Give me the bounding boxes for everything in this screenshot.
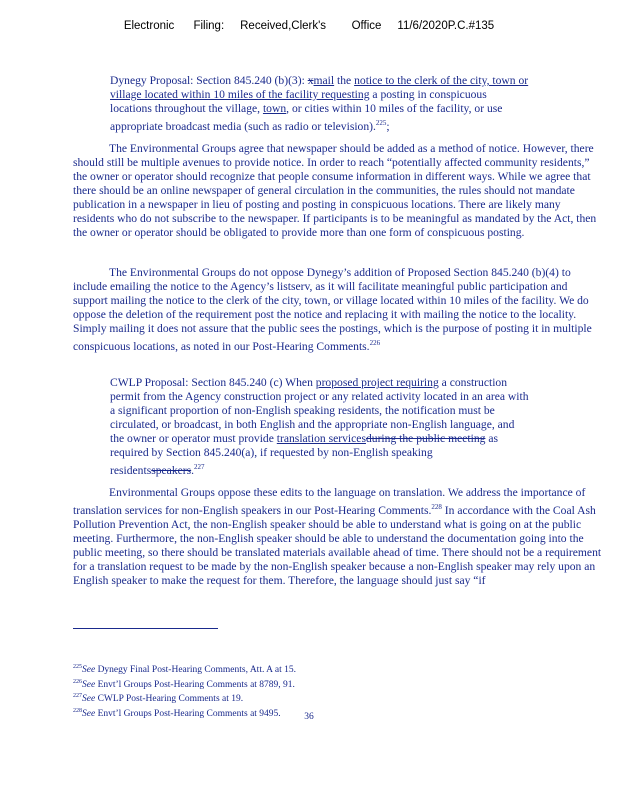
footnote-ref: 227 <box>194 463 205 471</box>
email-listserv-paragraph: The Environmental Groups do not oppose Dynegy’s addition of Proposed Section 845.240 (b)(4) to include emailing the notice to the Agency’s listserv, as it will facilitate meaningful public participation and support mailing the notice to the clerk of the city, town, or village located within 10 miles of the facility. We do oppose the deletion of the requirement post the notice and replacing it with mailing the notice to the locality. Simply mailing it does not assure that the public sees the postings, which is the purpose of posting it in multiple conspicuous locations, as noted in our Post-Hearing Comments.$^{226}$ <box>73 266 592 353</box>
cwlp-proposal-text: CWLP Proposal: Section 845.240 (c) When proposed project requiring a construction permit from the Agency construction project or any related activity located in an area with a significant proportion of non-English speaking residents, the notification must be circulated, or broadcast, in both English and the appropriate non-English language, and the owner or operator must provide translation servicesduring the public meeting as required by Section 845.240(a), if requested by non-English speaking residentsspeakers.$^{227}$ <box>110 376 529 477</box>
footnote-divider <box>73 628 218 629</box>
footnote-ref: 226 <box>369 339 381 347</box>
footnote-226: $^{226}$See Envt’l Groups Post-Hearing Comments at 8789, 91. <box>73 678 295 690</box>
translation-paragraph: Environmental Groups oppose these edits to the language on translation. We address the importance of translation services for non-English speakers in our Post-Hearing Comments.$^{228}$ In accordance with the Coal Ash Pollution Prevention Act, the non-English speaker should be able to understand what is going on at the public meeting. Furthermore, the non-English speaker should be able to understand the documentation going into the public meeting, so there should be translated materials available ahead of time. There should not be a requirement for a translation request to be made by the non-English speaker because a non-English speaker may rely upon an English speaker to make the request for them. Therefore, the language should just say “if <box>73 486 602 587</box>
footnote-ref: 225 <box>375 119 387 127</box>
footnote-ref: 228 <box>431 503 442 511</box>
footnote-225: $^{225}$See Dynegy Final Post-Hearing Comments, Att. A at 15. <box>73 664 297 676</box>
dynegy-proposal-text: Dynegy Proposal: Section 845.240 (b)(3): xmail the notice to the clerk of the city, town or village located within 10 miles of the facility requesting a posting in conspicuous locations throughout the village, town, or cities within 10 miles of the facility, or use appropriate broadcast media (such as radio or television).$^{225}$; <box>110 74 529 133</box>
newspaper-notice-paragraph: The Environmental Groups agree that newspaper should be added as a method of notice. However, there should still be multiple avenues to provide notice. In order to reach “potentially affected community residents,” the owner or operator should recognize that people consume information in different ways. While we agree that there should be an online newspaper of general circulation in the communities, the rules should not mandate publication in a newspaper in lieu of posting and posting in conspicuous locations. There are likely many residents who do not subscribe to the newspaper. If participants is to be meaningful as mandated by the Act, then the owner or operator should be obligated to provide more than one form of conspicuous posting. <box>73 142 597 239</box>
cwlp-proposal-bullet <box>90 376 530 478</box>
inserted-text: notice to the clerk of the city, town or village located within 10 miles of the facility requesting <box>110 74 529 101</box>
filing-header: Electronic Filing: Received,Clerk's Office 11/6/2020P.C.#135 <box>123 20 495 32</box>
footnote-227: $^{227}$See CWLP Post-Hearing Comments at 19. <box>73 693 244 705</box>
footnote-228: $^{228}$See Envt’l Groups Post-Hearing Comments at 9495. <box>73 707 281 720</box>
page-number: 36 <box>304 712 314 722</box>
dynegy-proposal-bullet <box>90 74 530 134</box>
